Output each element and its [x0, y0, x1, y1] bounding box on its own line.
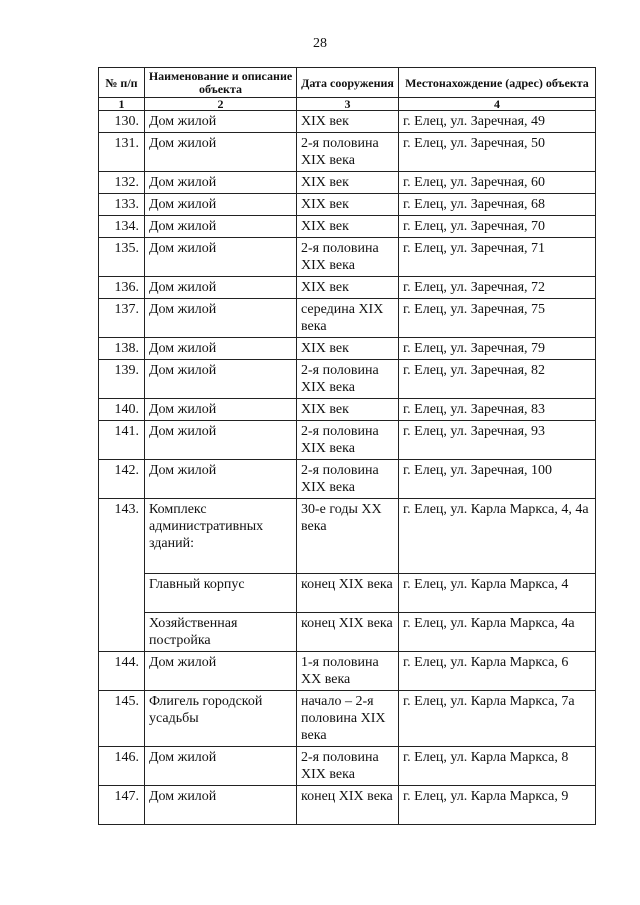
object-address: г. Елец, ул. Карла Маркса, 4а	[399, 613, 596, 652]
header-name: Наименование и описание объекта	[145, 68, 297, 98]
object-name: Дом жилой	[145, 421, 297, 460]
object-address: г. Елец, ул. Заречная, 82	[399, 360, 596, 399]
table-row	[99, 194, 596, 216]
page-number: 28	[313, 36, 327, 51]
construction-date: 1-я половина XX века	[297, 652, 399, 691]
construction-date: 2-я половина XIX века	[297, 360, 399, 399]
construction-date: конец XIX века	[297, 574, 399, 613]
construction-date: XIX век	[297, 172, 399, 194]
row-number: 139.	[99, 360, 145, 399]
object-address: г. Елец, ул. Карла Маркса, 6	[399, 652, 596, 691]
object-address: г. Елец, ул. Заречная, 50	[399, 133, 596, 172]
table-row	[99, 460, 596, 499]
construction-date: XIX век	[297, 111, 399, 133]
object-name: Дом жилой	[145, 194, 297, 216]
heritage-objects-table	[98, 67, 596, 825]
row-number: 145.	[99, 691, 145, 747]
object-address: г. Елец, ул. Карла Маркса, 8	[399, 747, 596, 786]
table-row	[99, 338, 596, 360]
construction-date: 2-я половина XIX века	[297, 747, 399, 786]
column-number: 3	[297, 98, 399, 111]
row-number: 136.	[99, 277, 145, 299]
table-row	[99, 360, 596, 399]
object-address: г. Елец, ул. Заречная, 68	[399, 194, 596, 216]
row-number: 135.	[99, 238, 145, 277]
table-row	[99, 652, 596, 691]
object-address: г. Елец, ул. Заречная, 71	[399, 238, 596, 277]
object-name: Дом жилой	[145, 172, 297, 194]
object-address: г. Елец, ул. Заречная, 49	[399, 111, 596, 133]
table-row	[99, 574, 596, 613]
column-number: 2	[145, 98, 297, 111]
construction-date: начало – 2-я половина XIX века	[297, 691, 399, 747]
object-name: Дом жилой	[145, 747, 297, 786]
row-number: 133.	[99, 194, 145, 216]
row-number: 138.	[99, 338, 145, 360]
construction-date: 30-е годы XX века	[297, 499, 399, 574]
row-number: 131.	[99, 133, 145, 172]
row-number: 132.	[99, 172, 145, 194]
table-row	[99, 299, 596, 338]
table-row	[99, 499, 596, 574]
header-address: Местонахождение (адрес) объекта	[399, 68, 596, 98]
object-name: Дом жилой	[145, 299, 297, 338]
object-address: г. Елец, ул. Карла Маркса, 7а	[399, 691, 596, 747]
object-address: г. Елец, ул. Заречная, 75	[399, 299, 596, 338]
row-number: 141.	[99, 421, 145, 460]
object-name: Дом жилой	[145, 399, 297, 421]
object-name: Главный корпус	[145, 574, 297, 613]
object-address: г. Елец, ул. Заречная, 83	[399, 399, 596, 421]
object-address: г. Елец, ул. Заречная, 60	[399, 172, 596, 194]
object-name: Дом жилой	[145, 111, 297, 133]
row-number: 142.	[99, 460, 145, 499]
object-name: Дом жилой	[145, 277, 297, 299]
row-number: 140.	[99, 399, 145, 421]
construction-date: конец XIX века	[297, 786, 399, 825]
construction-date: XIX век	[297, 216, 399, 238]
construction-date: середина XIX века	[297, 299, 399, 338]
table-row	[99, 133, 596, 172]
row-number: 134.	[99, 216, 145, 238]
object-address: г. Елец, ул. Заречная, 72	[399, 277, 596, 299]
column-numbers-row	[99, 98, 596, 111]
object-name: Дом жилой	[145, 460, 297, 499]
object-name: Дом жилой	[145, 133, 297, 172]
row-number: 137.	[99, 299, 145, 338]
table-row	[99, 238, 596, 277]
table-row	[99, 421, 596, 460]
construction-date: XIX век	[297, 399, 399, 421]
construction-date: 2-я половина XIX века	[297, 238, 399, 277]
object-address: г. Елец, ул. Заречная, 100	[399, 460, 596, 499]
table-row	[99, 111, 596, 133]
table-row	[99, 399, 596, 421]
object-name: Дом жилой	[145, 238, 297, 277]
table-row	[99, 747, 596, 786]
construction-date: XIX век	[297, 194, 399, 216]
table-row	[99, 172, 596, 194]
construction-date: 2-я половина XIX века	[297, 133, 399, 172]
construction-date: XIX век	[297, 338, 399, 360]
row-number: 146.	[99, 747, 145, 786]
header-number: № п/п	[99, 68, 145, 98]
table-row	[99, 277, 596, 299]
column-number: 4	[399, 98, 596, 111]
table-row	[99, 216, 596, 238]
object-address: г. Елец, ул. Заречная, 79	[399, 338, 596, 360]
table-row	[99, 691, 596, 747]
object-name: Комплекс административных зданий:	[145, 499, 297, 574]
table-row	[99, 786, 596, 825]
object-name: Дом жилой	[145, 360, 297, 399]
object-name: Дом жилой	[145, 216, 297, 238]
row-number: 143.	[99, 499, 145, 652]
object-name: Дом жилой	[145, 786, 297, 825]
object-name: Хозяйственная постройка	[145, 613, 297, 652]
row-number: 147.	[99, 786, 145, 825]
object-address: г. Елец, ул. Заречная, 93	[399, 421, 596, 460]
object-address: г. Елец, ул. Заречная, 70	[399, 216, 596, 238]
construction-date: 2-я половина XIX века	[297, 421, 399, 460]
object-address: г. Елец, ул. Карла Маркса, 4	[399, 574, 596, 613]
object-address: г. Елец, ул. Карла Маркса, 9	[399, 786, 596, 825]
table-row	[99, 613, 596, 652]
object-address: г. Елец, ул. Карла Маркса, 4, 4а	[399, 499, 596, 574]
construction-date: 2-я половина XIX века	[297, 460, 399, 499]
object-name: Дом жилой	[145, 652, 297, 691]
header-date: Дата сооружения	[297, 68, 399, 98]
object-name: Дом жилой	[145, 338, 297, 360]
table-header-row	[99, 68, 596, 98]
construction-date: XIX век	[297, 277, 399, 299]
construction-date: конец XIX века	[297, 613, 399, 652]
object-name: Флигель городской усадьбы	[145, 691, 297, 747]
row-number: 144.	[99, 652, 145, 691]
row-number: 130.	[99, 111, 145, 133]
column-number: 1	[99, 98, 145, 111]
